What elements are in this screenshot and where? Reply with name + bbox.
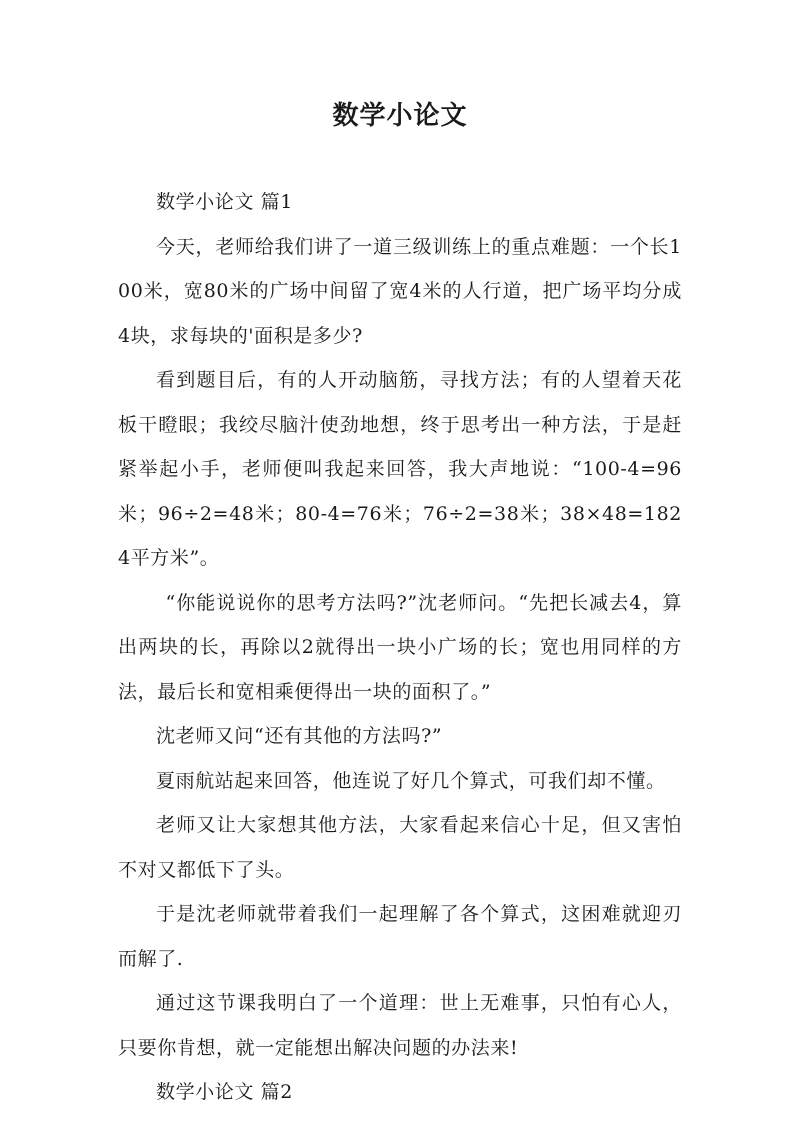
document-body bbox=[118, 180, 682, 1115]
section-heading: 数学小论文 篇2 bbox=[156, 1081, 293, 1103]
paragraph: 沈老师又问“还有其他的方法吗?” bbox=[156, 725, 443, 747]
paragraph: 于是沈老师就带着我们一起理解了各个算式，这困难就迎刃而解了. bbox=[118, 903, 682, 970]
paragraph: 今天，老师给我们讲了一道三级训练上的重点难题：一个长100米，宽80米的广场中间留了宽4米的人行道，把广场平均分成4块，求每块的'面积是多少? bbox=[118, 235, 682, 347]
paragraph: 看到题目后，有的人开动脑筋，寻找方法；有的人望着天花板干瞪眼；我绞尽脑汁使劲地想，终于思考出一种方法，于是赶紧举起小手，老师便叫我起来回答，我大声地说：“100-4=96米；96÷2=48米；80-4=76米；76÷2=38米；38×48=1824平方米”。 bbox=[118, 369, 682, 569]
paragraph: 通过这节课我明白了一个道理：世上无难事，只怕有心人，只要你肯想，就一定能想出解决问题的办法来! bbox=[118, 992, 682, 1059]
paragraph: “你能说说你的思考方法吗?”沈老师问。“先把长减去4，算出两块的长，再除以2就得出一块小广场的长；宽也用同样的方法，最后长和宽相乘便得出一块的面积了。” bbox=[118, 591, 682, 703]
page-title: 数学小论文 bbox=[332, 101, 468, 131]
paragraph: 夏雨航站起来回答，他连说了好几个算式，可我们却不懂。 bbox=[156, 769, 666, 792]
section-heading: 数学小论文 篇1 bbox=[156, 191, 293, 213]
paragraph: 老师又让大家想其他方法，大家看起来信心十足，但又害怕不对又都低下了头。 bbox=[118, 814, 682, 881]
